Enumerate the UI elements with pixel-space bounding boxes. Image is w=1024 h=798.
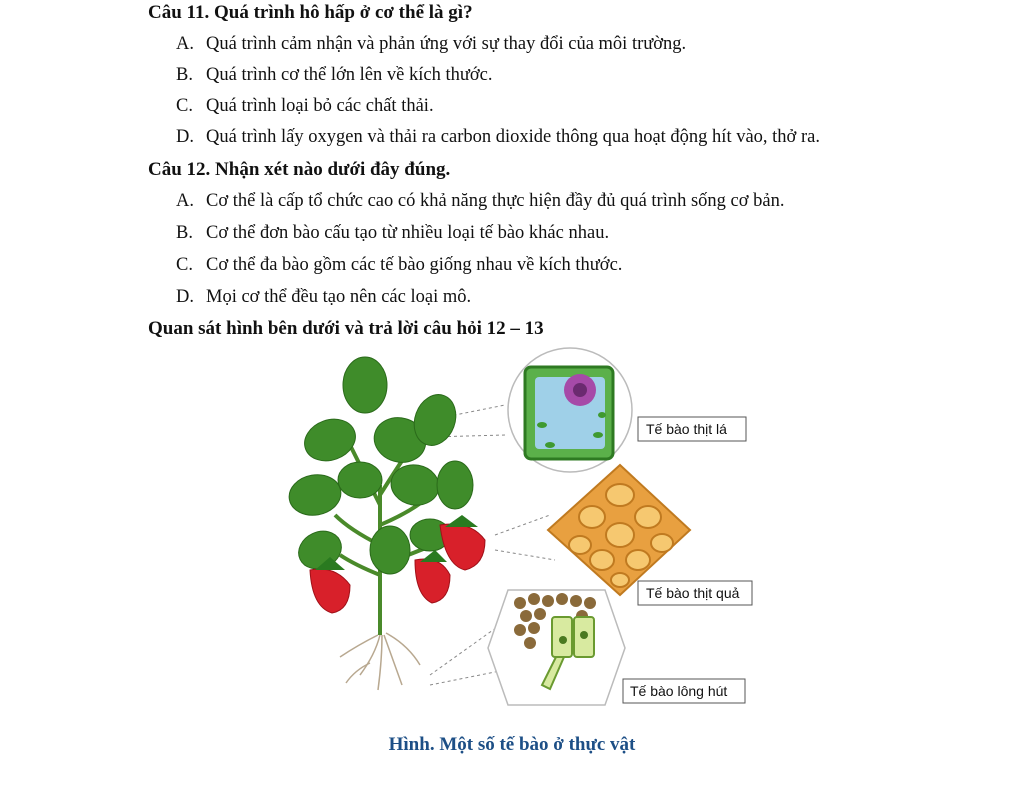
leaf-cell-image <box>508 348 632 472</box>
root-hair-cell-image <box>488 590 625 705</box>
q11-option-a: A. Quá trình cảm nhận và phản ứng với sự thay đổi của môi trường. <box>176 34 687 54</box>
label-fruit-cell: Tế bào thịt quả <box>646 585 740 601</box>
question-12-title: Câu 12. Nhận xét nào dưới đây đúng. <box>148 159 451 180</box>
q12-option-d: D. Mọi cơ thể đều tạo nên các loại mô. <box>176 287 472 307</box>
plant-cells-figure <box>280 345 760 715</box>
figure-caption: Hình. Một số tế bào ở thực vật <box>388 734 636 755</box>
observe-instruction: Quan sát hình bên dưới và trả lời câu hỏi 12 – 13 <box>148 318 544 339</box>
q12-option-a: A. Cơ thể là cấp tổ chức cao có khả năng thực hiện đầy đủ quá trình sống cơ bản. <box>176 191 785 211</box>
label-leaf-cell: Tế bào thịt lá <box>646 421 727 437</box>
q12-option-c: C. Cơ thể đa bào gồm các tế bào giống nhau về kích thước. <box>176 255 623 275</box>
fruit-cell-image <box>548 465 690 595</box>
q11-option-d: D. Quá trình lấy oxygen và thải ra carbon dioxide thông qua hoạt động hít vào, thở ra. <box>176 127 820 147</box>
q11-option-c: C. Quá trình loại bỏ các chất thải. <box>176 96 434 116</box>
question-11-title: Câu 11. Quá trình hô hấp ở cơ thể là gì? <box>148 2 473 23</box>
strawberry-plant-image <box>286 357 485 690</box>
label-root-hair-cell: Tế bào lông hút <box>630 683 728 699</box>
q12-option-b: B. Cơ thể đơn bào cấu tạo từ nhiều loại tế bào khác nhau. <box>176 223 610 243</box>
q11-option-b: B. Quá trình cơ thể lớn lên về kích thước. <box>176 65 493 85</box>
